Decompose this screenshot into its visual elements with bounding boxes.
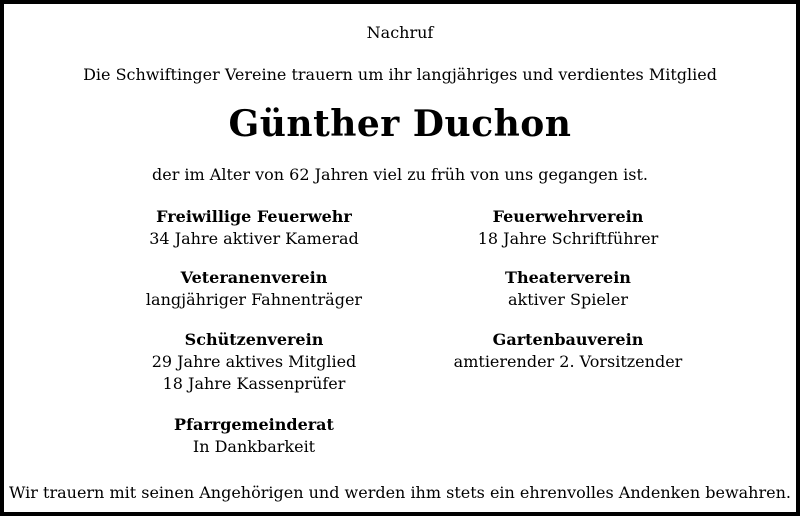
club-entry bbox=[388, 206, 748, 250]
intro-text: Die Schwiftinger Vereine trauern um ihr langjähriges und verdientes Mitglied bbox=[83, 65, 717, 84]
club-entry bbox=[74, 329, 434, 395]
age-text: der im Alter von 62 Jahren viel zu früh von uns gegangen ist. bbox=[151, 165, 649, 184]
club-entry bbox=[388, 329, 748, 373]
club-name: Gartenbauverein bbox=[492, 330, 644, 349]
club-role: amtierender 2. Vorsitzender bbox=[453, 352, 683, 371]
club-name: Schützenverein bbox=[184, 330, 324, 349]
club-role: 34 Jahre aktiver Kamerad bbox=[149, 229, 359, 248]
club-role: In Dankbarkeit bbox=[192, 437, 316, 456]
club-name: Feuerwehrverein bbox=[492, 207, 644, 226]
club-entry bbox=[74, 267, 434, 311]
notice-heading: Nachruf bbox=[366, 23, 434, 42]
club-entry bbox=[388, 267, 748, 311]
club-name: Veteranenverein bbox=[180, 268, 328, 287]
club-role: 29 Jahre aktives Mitglied bbox=[151, 352, 357, 371]
closing-text: Wir trauern mit seinen Angehörigen und werden ihm stets ein ehrenvolles Andenken bewahren. bbox=[9, 483, 791, 502]
club-entry bbox=[74, 206, 434, 250]
club-name: Freiwillige Feuerwehr bbox=[156, 207, 352, 226]
club-role: langjähriger Fahnenträger bbox=[145, 290, 363, 309]
club-role: 18 Jahre Schriftführer bbox=[477, 229, 659, 248]
club-name: Theaterverein bbox=[505, 268, 631, 287]
club-role: 18 Jahre Kassenprüfer bbox=[162, 374, 346, 393]
club-role: aktiver Spieler bbox=[507, 290, 629, 309]
deceased-name: Günther Duchon bbox=[228, 103, 572, 145]
club-entry bbox=[74, 414, 434, 458]
club-name: Pfarrgemeinderat bbox=[174, 415, 334, 434]
